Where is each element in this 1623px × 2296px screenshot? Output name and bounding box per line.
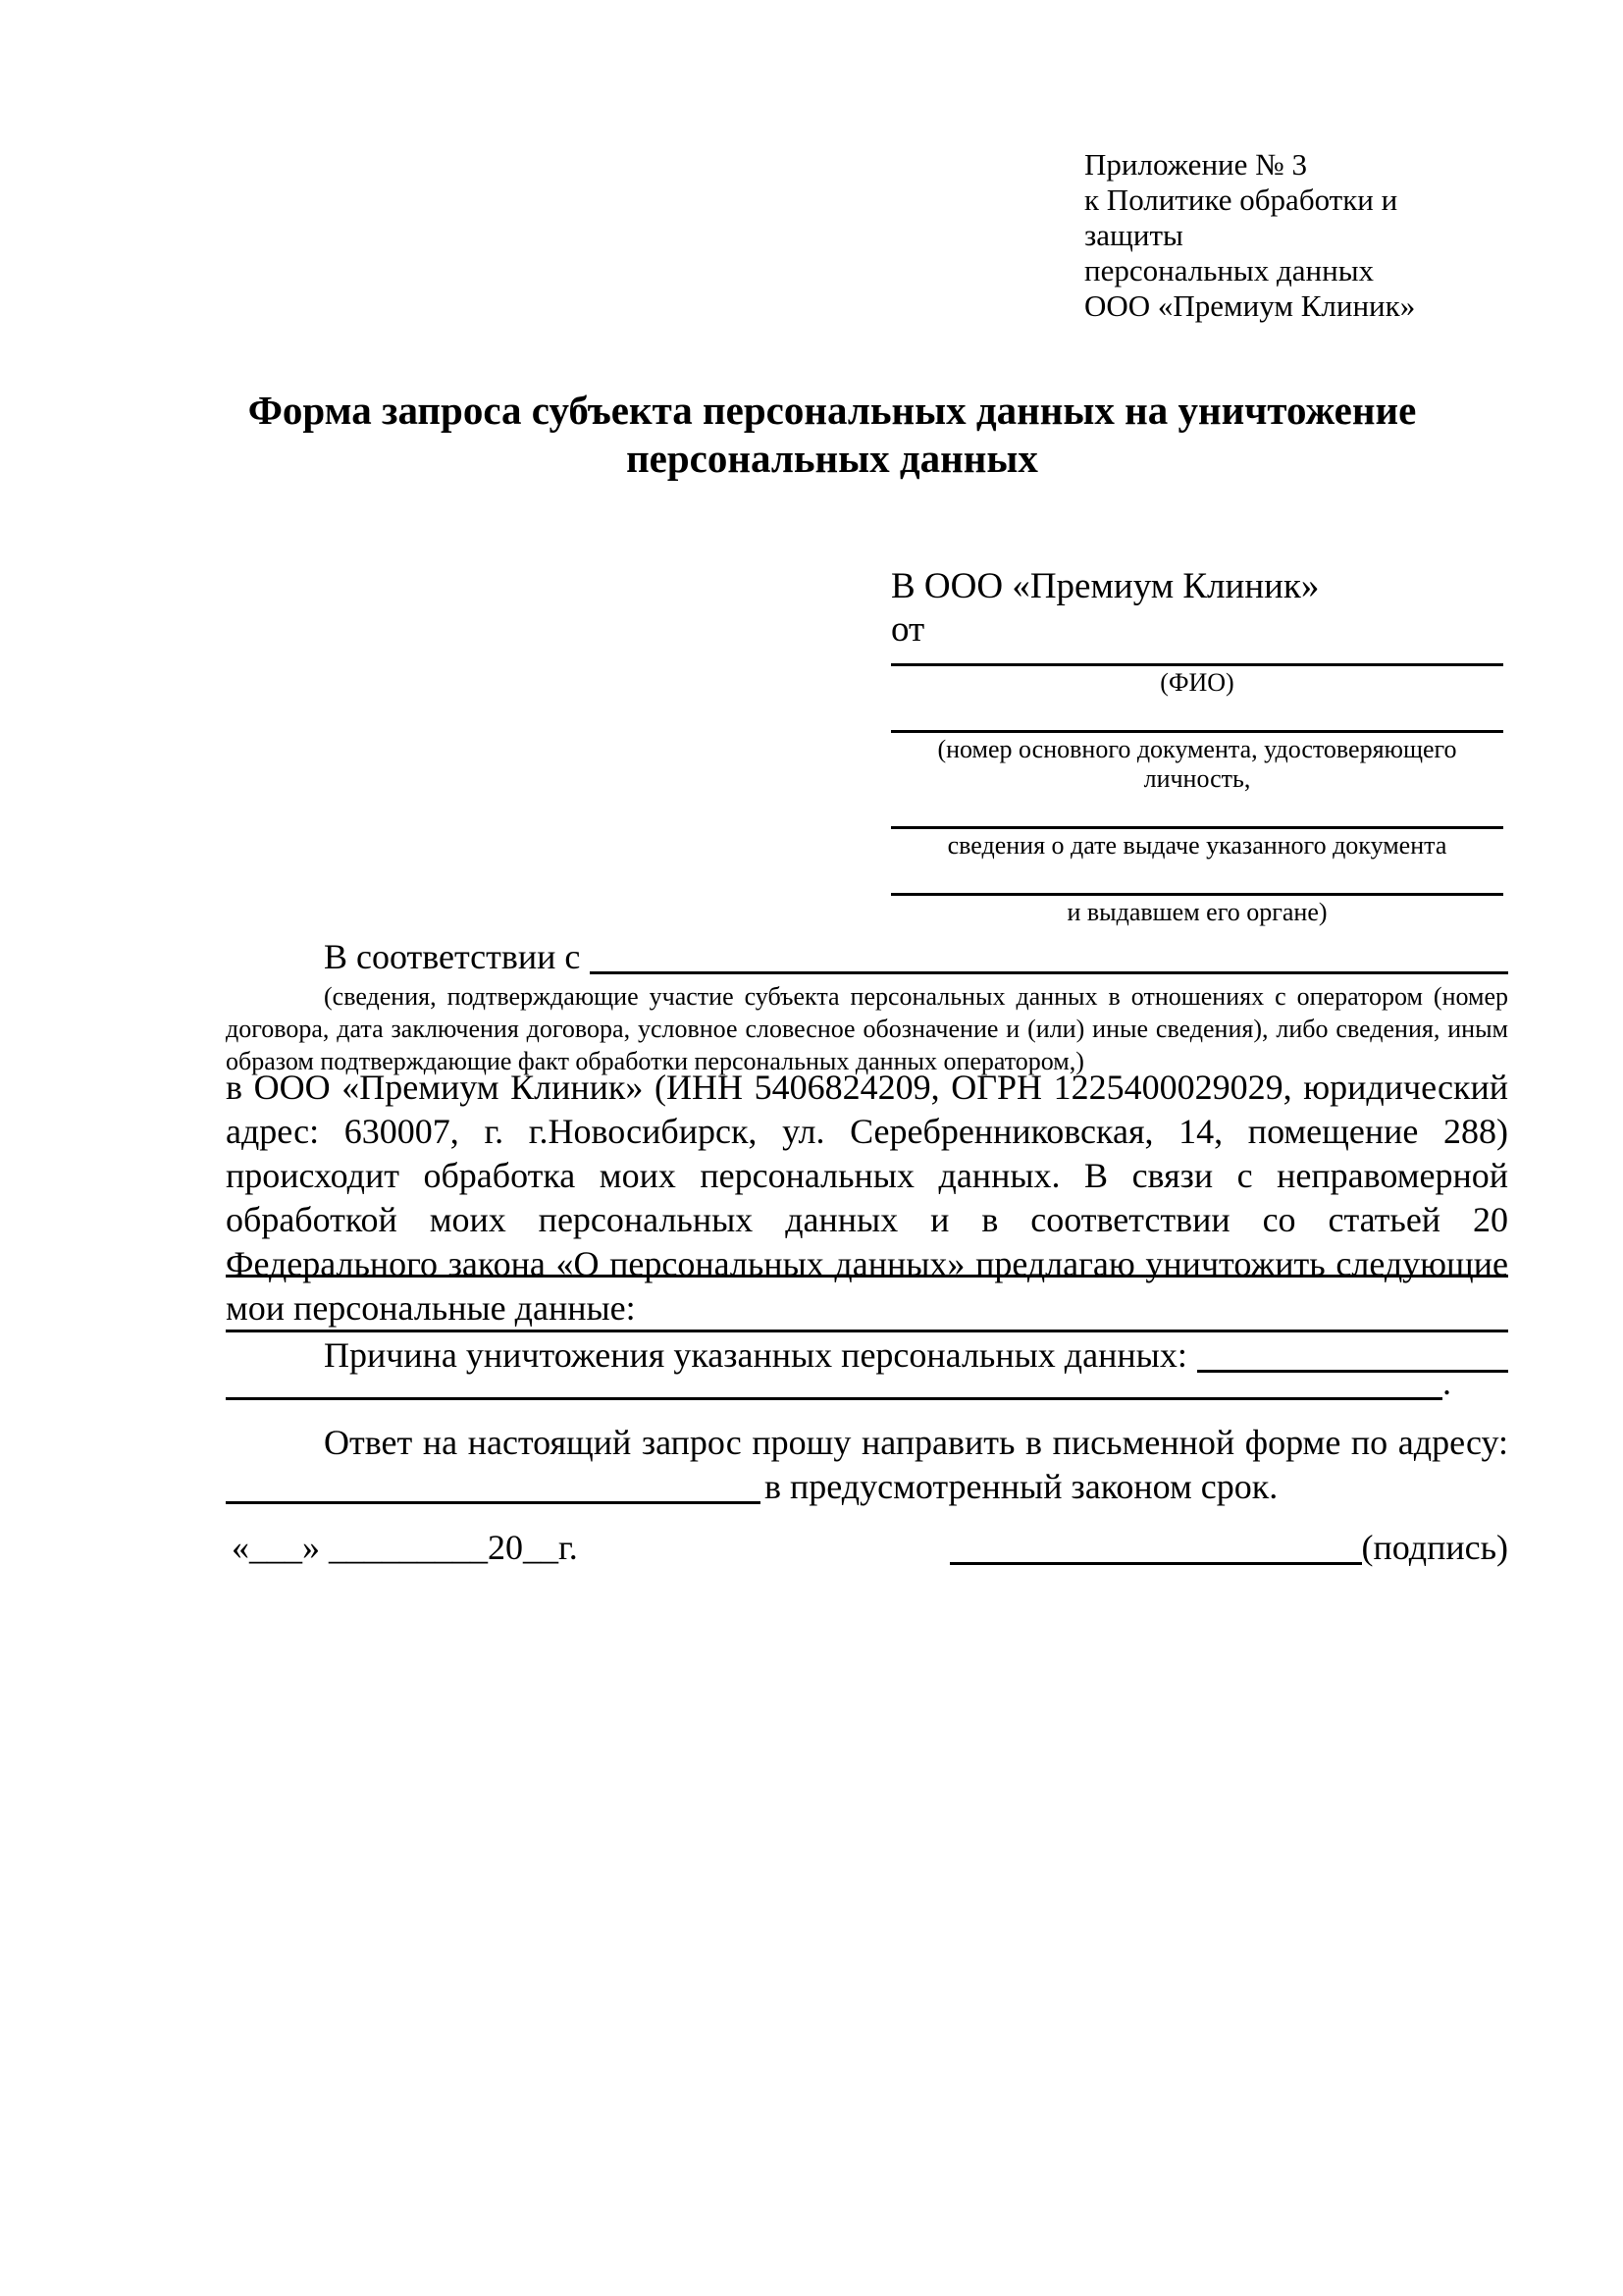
main-paragraph: в ООО «Премиум Клиник» (ИНН 5406824209, ОГРН 1225400029029, юридический адрес: 630007, г. г.Новосибирск, ул. Серебренниковская, 14, помещение 288) происходит обработка моих персональных данных. В связи с неправомерной обработкой моих персональных данных и в соответствии со статьей 20 Федерального закона «О персональных данных» предлагаю уничтожить следующие мои персональные данные: — [226, 1068, 1508, 1328]
issuing-authority-fill-line[interactable] — [891, 893, 1503, 896]
accordance-fill-line[interactable] — [590, 971, 1508, 974]
issuing-authority-caption: и выдавшем его органе) — [1067, 898, 1328, 926]
appendix-header-line: к Политике обработки и защиты — [1084, 183, 1398, 252]
address-row — [226, 1464, 1508, 1507]
signature-caption: (подпись) — [1361, 1528, 1508, 1567]
addressee-to: В ООО «Премиум Клиник» — [891, 566, 1320, 606]
appendix-header-line: ООО «Премиум Клиник» — [1084, 288, 1416, 323]
date-line[interactable]: «___» _________20__г. — [232, 1528, 578, 1567]
appendix-header — [1084, 147, 1496, 324]
reason-fill-line-2[interactable] — [226, 1397, 1442, 1400]
appendix-header-line: Приложение № 3 — [1084, 147, 1307, 182]
appendix-header-line: персональных данных — [1084, 253, 1375, 287]
document-title-line: Форма запроса субъекта персональных данных на уничтожение — [247, 388, 1417, 433]
issue-date-fill-line[interactable] — [891, 826, 1503, 829]
fio-fill-line[interactable] — [891, 663, 1503, 666]
signature-fill-line[interactable] — [950, 1562, 1362, 1565]
addressee-block — [891, 565, 1503, 927]
reason-continuation-row — [226, 1360, 1508, 1403]
document-number-caption: (номер основного документа, удостоверяющего личность, — [937, 735, 1457, 793]
addressee-from: от — [891, 609, 925, 650]
document-title-line: персональных данных — [626, 436, 1038, 481]
period-after-line: . — [1442, 1363, 1451, 1402]
accordance-prefix: В соответствии с — [324, 937, 581, 976]
accordance-row — [226, 934, 1508, 977]
fio-caption: (ФИО) — [1160, 668, 1234, 697]
term-suffix: в предусмотренный законом срок. — [764, 1467, 1279, 1506]
document-title — [155, 387, 1509, 483]
answer-sentence: Ответ на настоящий запрос прошу направить в письменной форме по адресу: — [324, 1423, 1508, 1462]
personal-data-fill-line-1[interactable] — [226, 1275, 1508, 1278]
fine-print-note: (сведения, подтверждающие участие субъекта персональных данных в отношениях с оператором (номер договора, дата заключения договора, условное словесное обозначение и (или) иные сведения), либо сведения, иным образом подтверждающие факт обработки персональных данных оператором,) — [226, 982, 1508, 1075]
date-signature-row — [226, 1521, 1508, 1568]
issue-date-caption: сведения о дате выдаче указанного документа — [947, 831, 1447, 860]
address-fill-line[interactable] — [226, 1501, 760, 1504]
reason-label: Причина уничтожения указанных персональных данных: — [324, 1335, 1187, 1375]
document-number-fill-line[interactable] — [891, 730, 1503, 733]
